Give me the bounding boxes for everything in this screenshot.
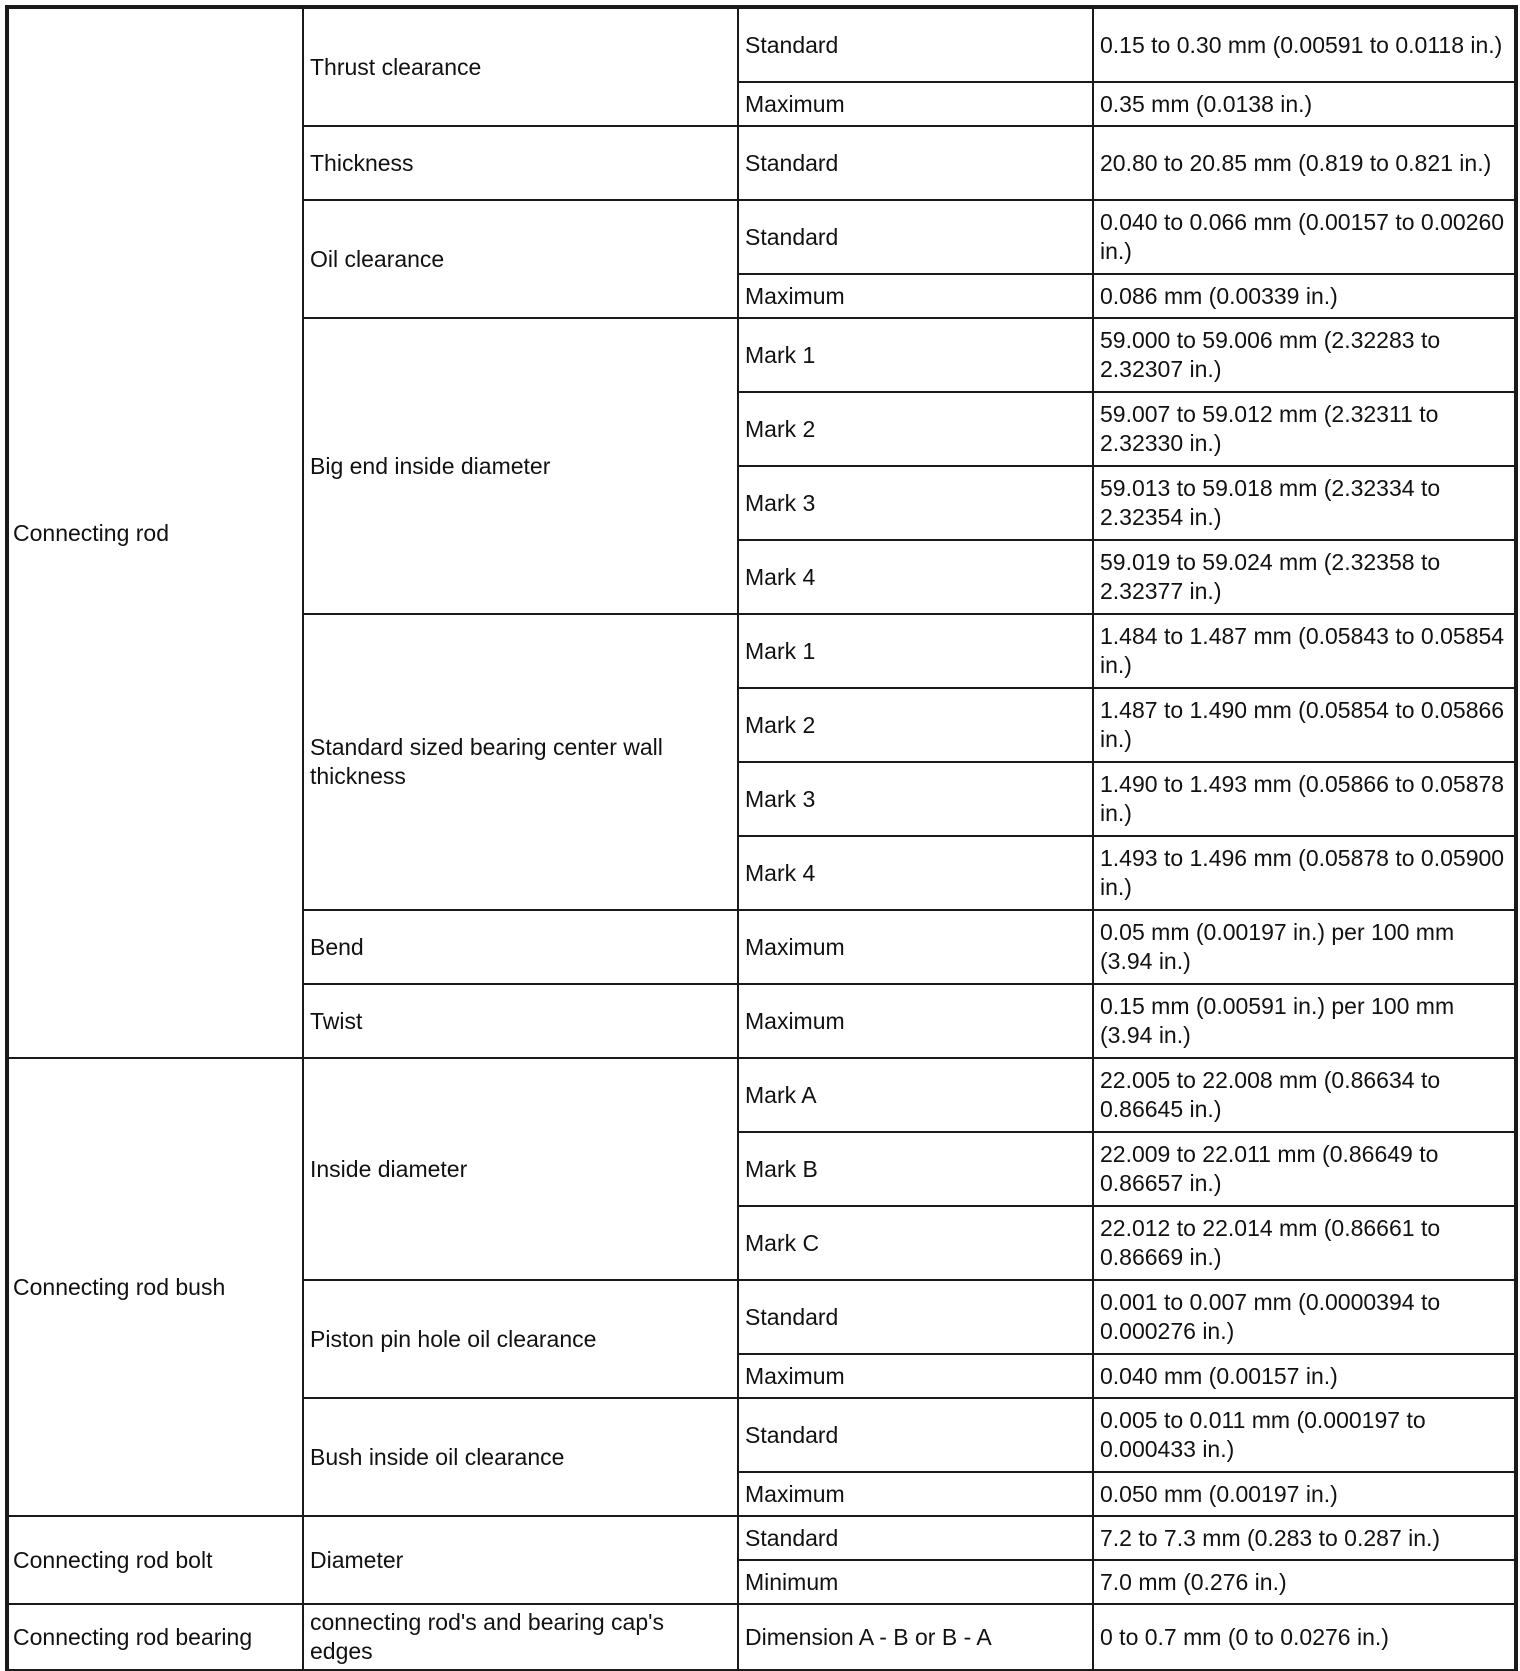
table-row <box>8 1516 1515 1560</box>
component-cell: Connecting rod bearing <box>8 1604 303 1670</box>
spec-value-cell: 59.000 to 59.006 mm (2.32283 to 2.32307 in.) <box>1093 318 1515 392</box>
component-cell: Connecting rod bolt <box>8 1516 303 1604</box>
spec-value-cell: 0 to 0.7 mm (0 to 0.0276 in.) <box>1093 1604 1515 1670</box>
item-cell: Thrust clearance <box>303 8 738 126</box>
spec-type-cell: Standard <box>738 1280 1093 1354</box>
spec-type-cell: Maximum <box>738 984 1093 1058</box>
item-cell: Inside diameter <box>303 1058 738 1280</box>
spec-type-cell: Mark 4 <box>738 540 1093 614</box>
spec-type-cell: Mark 2 <box>738 392 1093 466</box>
spec-value-cell: 59.007 to 59.012 mm (2.32311 to 2.32330 in.) <box>1093 392 1515 466</box>
item-cell: connecting rod's and bearing cap's edges <box>303 1604 738 1670</box>
component-cell: Connecting rod <box>8 8 303 1058</box>
spec-type-cell: Mark 3 <box>738 466 1093 540</box>
item-cell: Twist <box>303 984 738 1058</box>
spec-type-cell: Mark 2 <box>738 688 1093 762</box>
spec-value-cell: 1.493 to 1.496 mm (0.05878 to 0.05900 in.) <box>1093 836 1515 910</box>
spec-value-cell: 59.013 to 59.018 mm (2.32334 to 2.32354 in.) <box>1093 466 1515 540</box>
item-cell: Bush inside oil clearance <box>303 1398 738 1516</box>
spec-type-cell: Standard <box>738 1516 1093 1560</box>
item-cell: Thickness <box>303 126 738 200</box>
spec-type-cell: Mark A <box>738 1058 1093 1132</box>
spec-type-cell: Maximum <box>738 274 1093 318</box>
spec-value-cell: 59.019 to 59.024 mm (2.32358 to 2.32377 in.) <box>1093 540 1515 614</box>
spec-type-cell: Standard <box>738 200 1093 274</box>
spec-table <box>7 7 1516 1671</box>
spec-value-cell: 7.0 mm (0.276 in.) <box>1093 1560 1515 1604</box>
spec-value-cell: 0.001 to 0.007 mm (0.0000394 to 0.000276 in.) <box>1093 1280 1515 1354</box>
spec-value-cell: 20.80 to 20.85 mm (0.819 to 0.821 in.) <box>1093 126 1515 200</box>
item-cell: Bend <box>303 910 738 984</box>
table-row <box>8 1058 1515 1132</box>
spec-value-cell: 1.484 to 1.487 mm (0.05843 to 0.05854 in.) <box>1093 614 1515 688</box>
item-cell: Standard sized bearing center wall thickness <box>303 614 738 910</box>
spec-value-cell: 0.15 mm (0.00591 in.) per 100 mm (3.94 in.) <box>1093 984 1515 1058</box>
spec-value-cell: 0.35 mm (0.0138 in.) <box>1093 82 1515 126</box>
table-row <box>8 1604 1515 1670</box>
spec-type-cell: Standard <box>738 1398 1093 1472</box>
spec-type-cell: Maximum <box>738 1472 1093 1516</box>
item-cell: Oil clearance <box>303 200 738 318</box>
spec-type-cell: Standard <box>738 8 1093 82</box>
spec-value-cell: 22.009 to 22.011 mm (0.86649 to 0.86657 in.) <box>1093 1132 1515 1206</box>
spec-value-cell: 0.040 mm (0.00157 in.) <box>1093 1354 1515 1398</box>
spec-type-cell: Dimension A - B or B - A <box>738 1604 1093 1670</box>
spec-value-cell: 0.050 mm (0.00197 in.) <box>1093 1472 1515 1516</box>
spec-type-cell: Standard <box>738 126 1093 200</box>
spec-value-cell: 0.15 to 0.30 mm (0.00591 to 0.0118 in.) <box>1093 8 1515 82</box>
spec-value-cell: 22.005 to 22.008 mm (0.86634 to 0.86645 in.) <box>1093 1058 1515 1132</box>
item-cell: Big end inside diameter <box>303 318 738 614</box>
spec-type-cell: Mark 1 <box>738 318 1093 392</box>
spec-type-cell: Mark B <box>738 1132 1093 1206</box>
table-row <box>8 8 1515 82</box>
spec-type-cell: Maximum <box>738 82 1093 126</box>
item-cell: Diameter <box>303 1516 738 1604</box>
spec-type-cell: Mark 3 <box>738 762 1093 836</box>
spec-value-cell: 0.040 to 0.066 mm (0.00157 to 0.00260 in.) <box>1093 200 1515 274</box>
spec-type-cell: Mark C <box>738 1206 1093 1280</box>
component-cell: Connecting rod bush <box>8 1058 303 1516</box>
spec-value-cell: 1.487 to 1.490 mm (0.05854 to 0.05866 in.) <box>1093 688 1515 762</box>
spec-type-cell: Mark 4 <box>738 836 1093 910</box>
spec-type-cell: Maximum <box>738 1354 1093 1398</box>
item-cell: Piston pin hole oil clearance <box>303 1280 738 1398</box>
spec-type-cell: Mark 1 <box>738 614 1093 688</box>
spec-type-cell: Minimum <box>738 1560 1093 1604</box>
spec-value-cell: 0.005 to 0.011 mm (0.000197 to 0.000433 in.) <box>1093 1398 1515 1472</box>
spec-value-cell: 1.490 to 1.493 mm (0.05866 to 0.05878 in.) <box>1093 762 1515 836</box>
spec-value-cell: 0.086 mm (0.00339 in.) <box>1093 274 1515 318</box>
spec-value-cell: 0.05 mm (0.00197 in.) per 100 mm (3.94 in.) <box>1093 910 1515 984</box>
spec-value-cell: 7.2 to 7.3 mm (0.283 to 0.287 in.) <box>1093 1516 1515 1560</box>
spec-type-cell: Maximum <box>738 910 1093 984</box>
spec-value-cell: 22.012 to 22.014 mm (0.86661 to 0.86669 in.) <box>1093 1206 1515 1280</box>
